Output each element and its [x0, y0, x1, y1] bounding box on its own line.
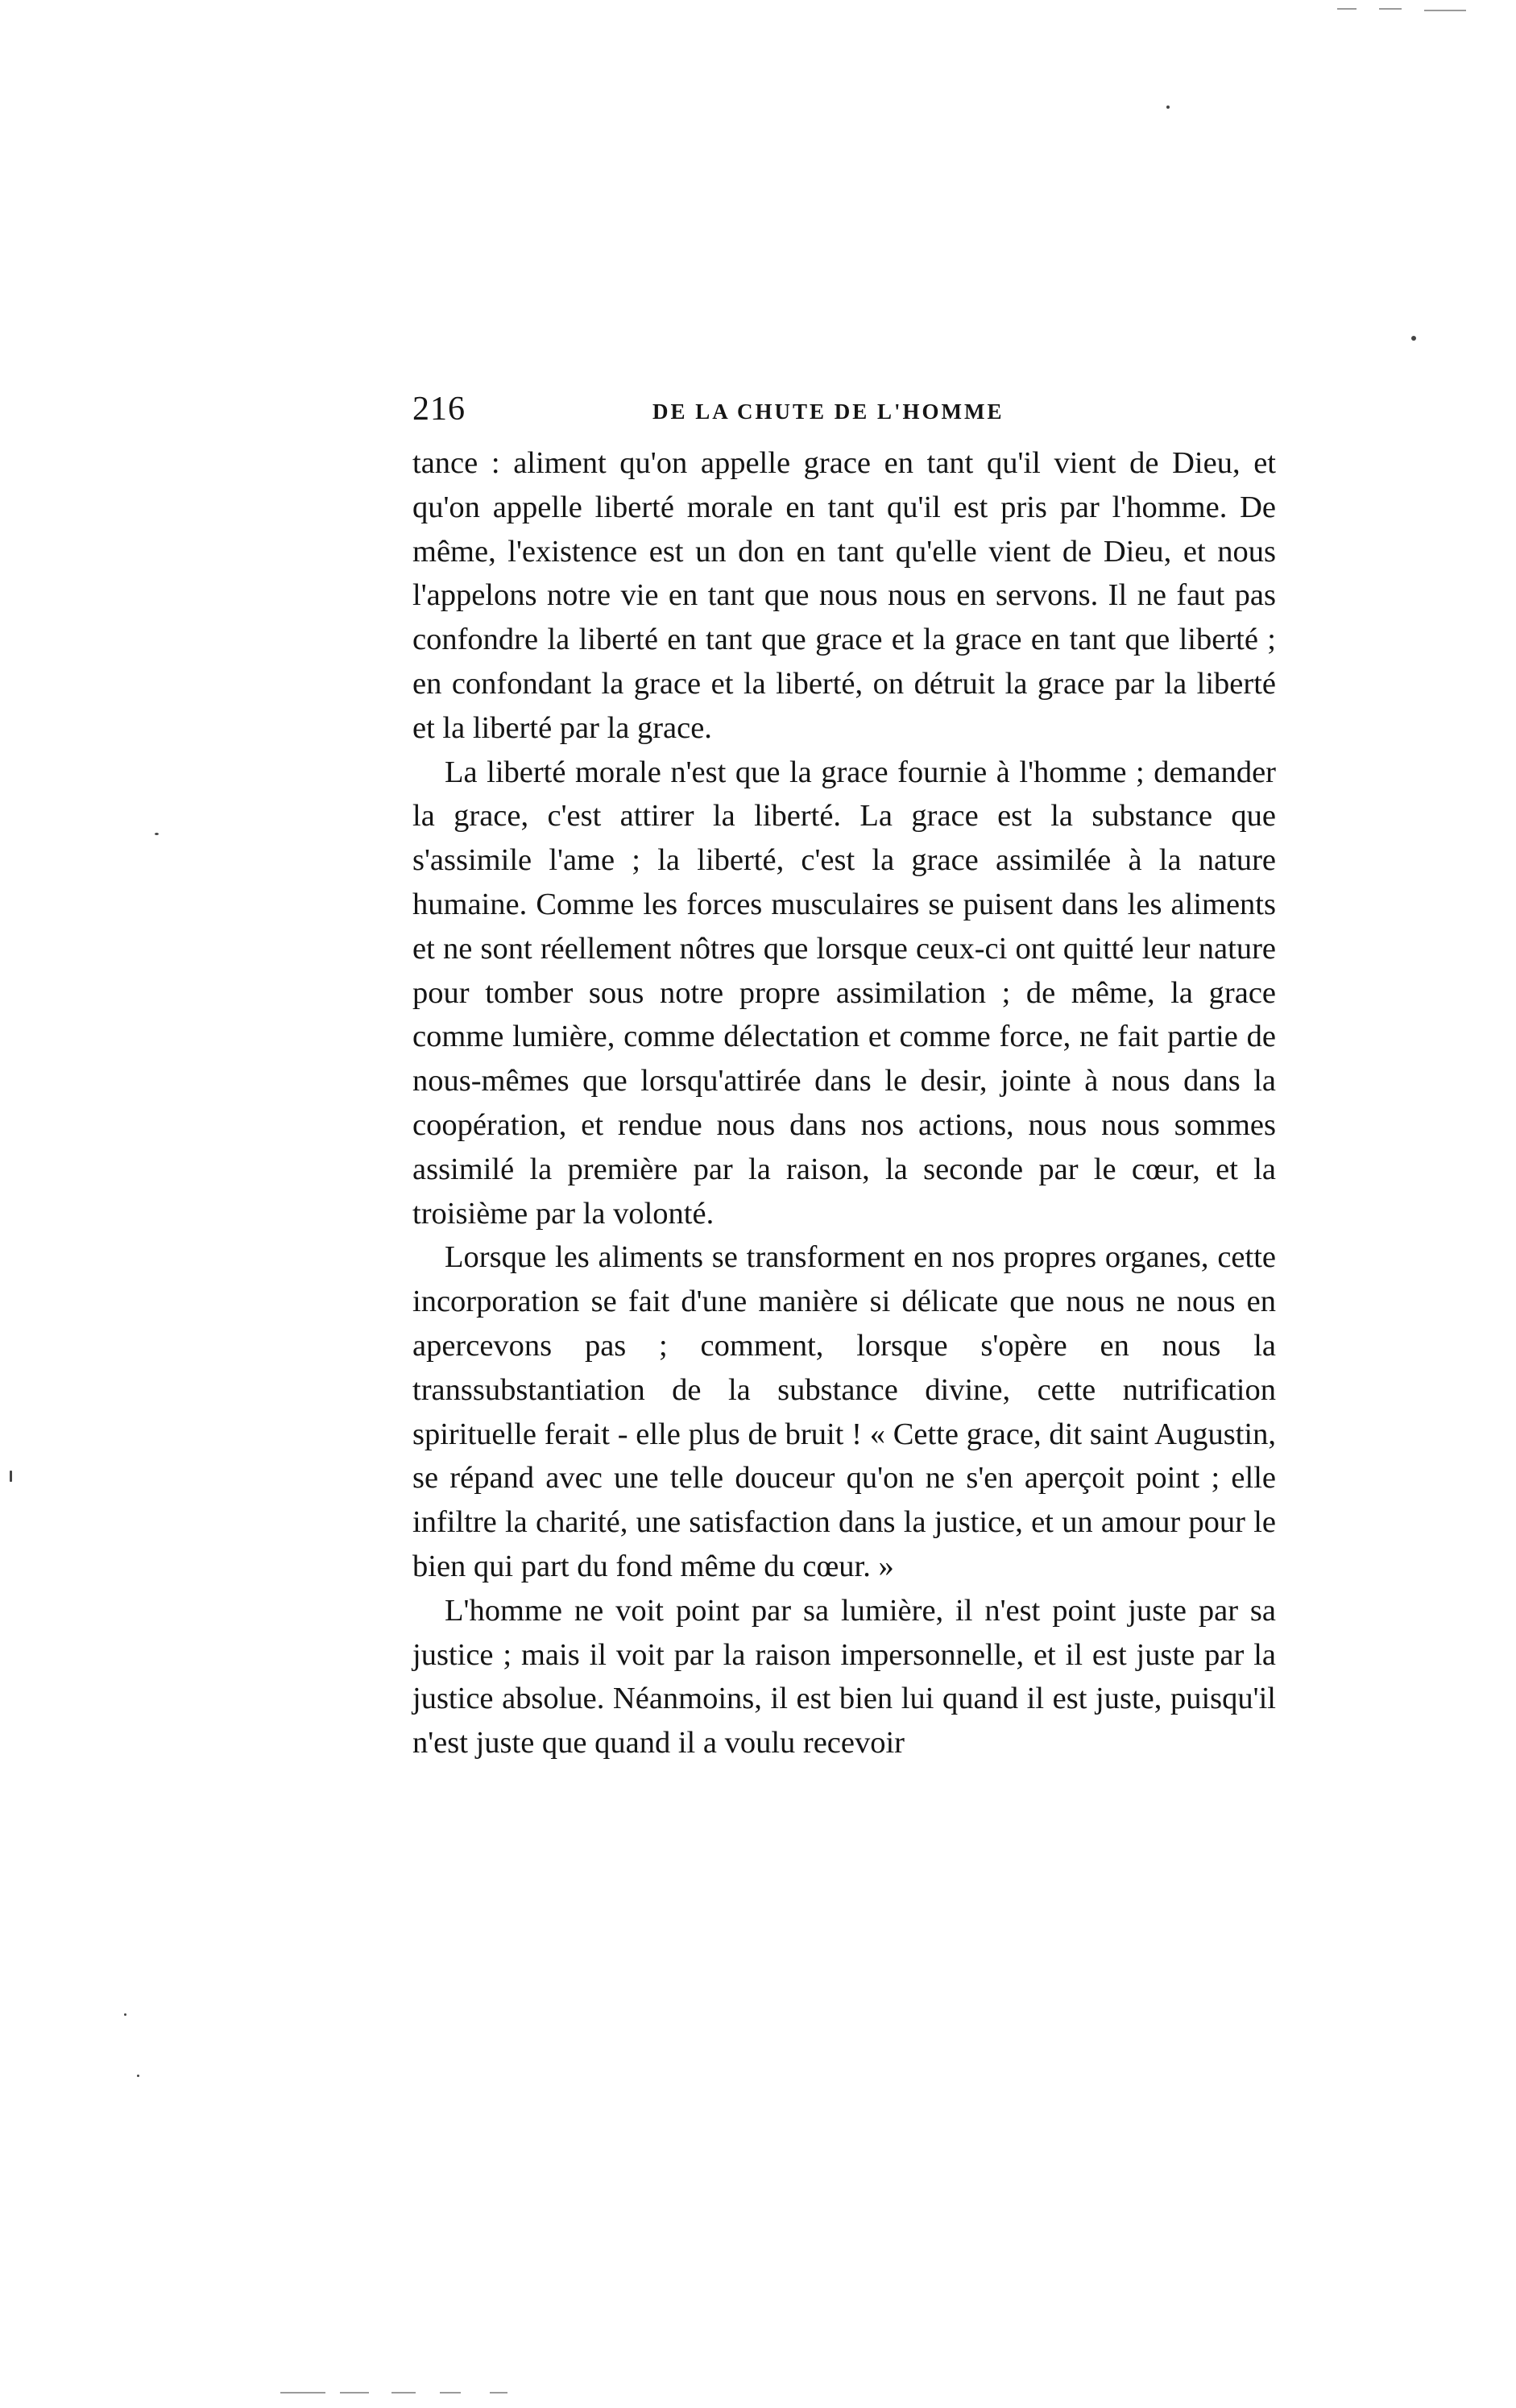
- scan-edge-line: [1337, 8, 1357, 10]
- scan-edge-line: [1424, 10, 1466, 11]
- scan-speck: [155, 833, 159, 835]
- running-title: DE LA CHUTE DE L'HOMME: [652, 399, 1004, 424]
- scan-edge-line: [340, 2392, 369, 2394]
- scan-edge-line: [391, 2392, 416, 2394]
- scan-speck: [1166, 106, 1170, 109]
- scan-edge-line: [440, 2392, 461, 2394]
- paragraph: La liberté morale n'est que la grace fournie à l'homme ; demander la grace, c'est attirer la liberté. La grace est la substance que s'assimile l'ame ; la liberté, c'est la grace assimilée à la nature humaine. Comme les forces musculaires se puisent dans les aliments et ne sont réellement nôtres que lorsque ceux-ci ont quitté leur nature pour tomber sous notre propre assimilation ; de même, la grace comme lumière, comme délectation et comme force, ne fait partie de nous-mêmes que lorsqu'attirée dans le desir, jointe à nous dans la coopération, et rendue nous dans nos actions, nous nous sommes assimilé la première par la raison, la seconde par le cœur, et la troisième par la volonté.: [412, 755, 1276, 1231]
- paragraph: L'homme ne voit point par sa lumière, il n'est point juste par sa justice ; mais il voit par la raison impersonnelle, et il est juste par la justice absolue. Néanmoins, il est bien lui quand il est juste, puisqu'il n'est juste que quand il a voulu recevoir: [412, 1593, 1276, 1760]
- paragraph: Lorsque les aliments se transforment en nos propres organes, cette incorporation se fait d'une manière si délicate que nous ne nous en apercevons pas ; comment, lorsque s'opère en nous la transsubstantiation de la substance divine, cette nutrification spirituelle ferait - elle plus de bruit ! « Cette grace, dit saint Augustin, se répand avec une telle douceur qu'on ne s'en aperçoit point ; elle infiltre la charité, une satisfaction dans la justice, et un amour pour le bien qui part du fond même du cœur. »: [412, 1240, 1276, 1583]
- scan-speck: [10, 1471, 12, 1482]
- scan-speck: [137, 2075, 139, 2077]
- page-header: [412, 390, 1276, 438]
- page-number: 216: [412, 391, 466, 428]
- body-text: [412, 441, 1276, 1765]
- scan-edge-line: [490, 2392, 507, 2394]
- scan-speck: [124, 2013, 126, 2016]
- scan-speck: [1411, 336, 1416, 341]
- scan-edge-line: [280, 2392, 325, 2394]
- scan-edge-line: [1379, 8, 1402, 10]
- paragraph: tance : aliment qu'on appelle grace en tant qu'il vient de Dieu, et qu'on appelle liberté morale en tant qu'il est pris par l'homme. De même, l'existence est un don en tant qu'elle vient de Dieu, et nous l'appelons notre vie en tant que nous nous en servons. Il ne faut pas confondre la liberté en tant que grace et la grace en tant que liberté ; en confondant la grace et la liberté, on détruit la grace par la liberté et la liberté par la grace.: [412, 446, 1276, 745]
